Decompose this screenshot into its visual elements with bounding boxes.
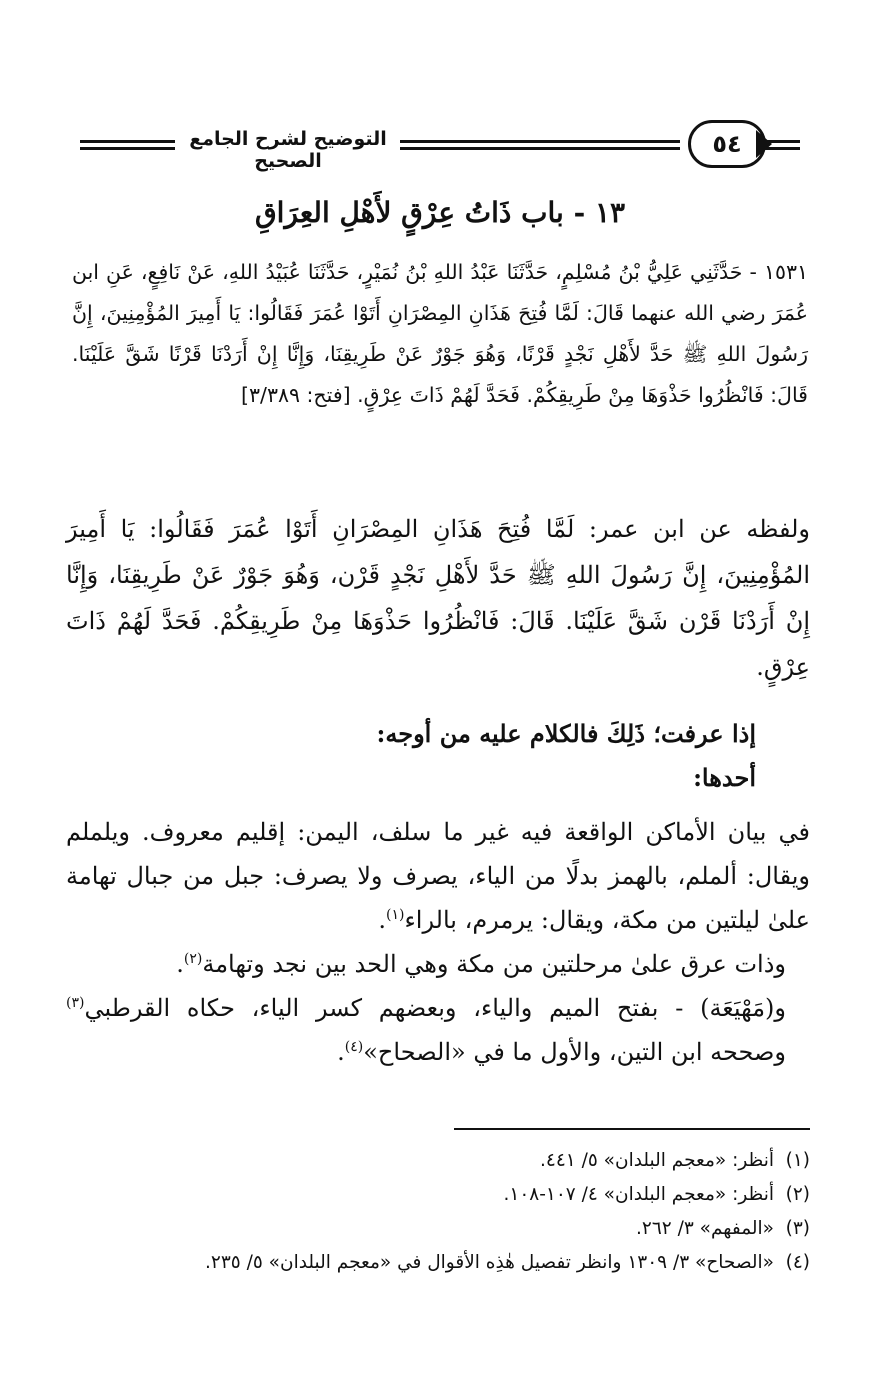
footnote-3 (96, 1212, 810, 1246)
footnote-1 (96, 1144, 810, 1178)
hadith-wording-paragraph: ولفظه عن ابن عمر: لَمَّا فُتِحَ هَذَانِ المِصْرَانِ أَتَوْا عُمَرَ فَقَالُوا: يَا أَمِيرَ المُؤْمِنِينَ، إِنَّ رَسُولَ اللهِ ﷺ حَدَّ لأَهْلِ نَجْدٍ قَرْن، وَهُوَ جَوْرٌ عَنْ طَرِيقِنَا، وَإِنَّا إِنْ أَرَدْنَا قَرْن شَقَّ عَلَيْنَا. قَالَ: فَانْظُرُوا حَذْوَهَا مِنْ طَرِيقِكُمْ. فَحَدَّ لَهُمْ ذَاتَ عِرْقٍ. (66, 515, 810, 681)
paragraph-2-text: وذات عرق علىٰ مرحلتين من مكة وهي الحد بين نجد وتهامة (202, 950, 786, 978)
footnote-number: (١) (785, 1150, 810, 1171)
commentary-paragraph-1: في بيان الأماكن الواقعة فيه غير ما سلف، اليمن: إقليم معروف. ويلملم ويقال: ألملم، بالهمز بدلًا من الياء، يصرف ولا يصرف: جبل من جبال تهامة علىٰ ليلتين من مكة، ويقال: يرمرم، بالراء$^{(١)}$. (66, 818, 810, 934)
footnote-separator (454, 1128, 810, 1130)
commentary-paragraph-3: و(مَهْيَعَة) - بفتح الميم والياء، وبعضهم كسر الياء، حكاه القرطبي$^{(٣)}$ وصححه ابن التين، والأول ما في «الصحاح»$^{(٤)}$. (66, 994, 786, 1066)
footnote-ref-3[interactable]: (٣) (66, 995, 85, 1011)
header-rule-right (760, 140, 800, 150)
intro-line (66, 712, 756, 756)
paragraph-3-text-a: و(مَهْيَعَة) - بفتح الميم والياء، وبعضهم كسر الياء، حكاه القرطبي (84, 994, 786, 1022)
footnote-number: (٣) (785, 1218, 810, 1239)
footnote-text: «المفهم» ٣/ ٢٦٢. (636, 1218, 774, 1239)
footnote-ref-4[interactable]: (٤) (344, 1039, 364, 1055)
commentary-body (66, 810, 810, 1074)
header-rule-middle (400, 140, 680, 150)
footnote-text: أنظر: «معجم البلدان» ٤/ ١٠٧-١٠٨. (503, 1184, 774, 1205)
page-number-badge: ٥٤ (688, 120, 766, 168)
footnote-2 (96, 1178, 810, 1212)
footnote-text: أنظر: «معجم البلدان» ٥/ ٤٤١. (540, 1150, 774, 1171)
commentary-paragraph-2: وذات عرق علىٰ مرحلتين من مكة وهي الحد بين نجد وتهامة$^{(٢)}$. (176, 950, 786, 978)
first-aspect-label-text: أحدها: (693, 763, 756, 792)
footnote-text: «الصحاح» ٣/ ١٣٠٩ وانظر تفصيل هٰذِه الأقوال في «معجم البلدان» ٥/ ٢٣٥. (205, 1252, 774, 1273)
header-rule-left (80, 140, 175, 150)
footnote-number: (٢) (785, 1184, 810, 1205)
footnote-ref-1[interactable]: (١) (386, 907, 405, 923)
running-header (60, 118, 800, 174)
footnote-number: (٤) (785, 1252, 810, 1273)
intro-line-text: إذا عرفت؛ ذَلِكَ فالكلام عليه من أوجه: (376, 719, 756, 748)
chapter-heading: ١٣ - باب ذَاتُ عِرْقٍ لأَهْلِ العِرَاقِ (254, 196, 626, 229)
first-aspect-label (66, 756, 756, 800)
book-title: التوضيح لشرح الجامع الصحيح (189, 128, 387, 172)
footnotes (96, 1144, 810, 1280)
paragraph-1-text: في بيان الأماكن الواقعة فيه غير ما سلف، اليمن: إقليم معروف. ويلملم ويقال: ألملم، بالهمز بدلًا من الياء، يصرف ولا يصرف: جبل من جبال تهامة علىٰ ليلتين من مكة، ويقال: يرمرم، بالراء (66, 818, 810, 934)
footnote-ref-2[interactable]: (٢) (183, 951, 203, 967)
footnote-4 (96, 1246, 810, 1280)
hadith-text: ١٥٣١ - حَدَّثَنِي عَلِيُّ بْنُ مُسْلِمٍ، حَدَّثَنَا عَبْدُ اللهِ بْنُ نُمَيْرٍ، حَدَّثَنَا عُبَيْدُ اللهِ، عَنْ نَافِعٍ، عَنِ ابن عُمَرَ رضي الله عنهما قَالَ: لَمَّا فُتِحَ هَذَانِ المِصْرَانِ أَتَوْا عُمَرَ فَقَالُوا: يَا أَمِيرَ المُؤْمِنِينَ، إِنَّ رَسُولَ اللهِ ﷺ حَدَّ لأَهْلِ نَجْدٍ قَرْنًا، وَهُوَ جَوْرٌ عَنْ طَرِيقِنَا، وَإِنَّا إِنْ أَرَدْنَا قَرْنًا شَقَّ عَلَيْنَا. قَالَ: فَانْظُرُوا حَذْوَهَا مِنْ طَرِيقِكُمْ. فَحَدَّ لَهُمْ ذَاتَ عِرْقٍ. [فتح: ٣/٣٨٩] (72, 260, 808, 407)
paragraph-3-text-b: وصححه ابن التين، والأول ما في «الصحاح» (363, 1038, 786, 1066)
